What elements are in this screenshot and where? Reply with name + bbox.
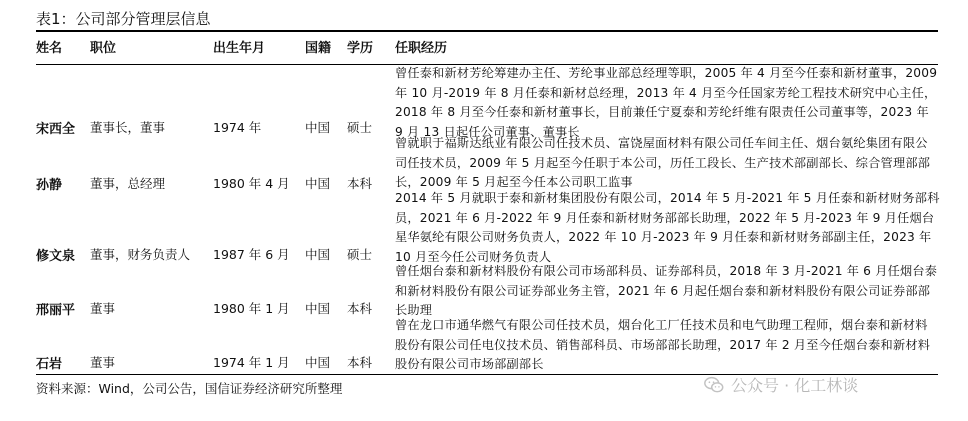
watermark-text: 公众号 · 化工林谈 bbox=[731, 376, 859, 395]
cell-birth: 1987 年 6 月 bbox=[213, 247, 290, 262]
cell-education: 硕士 bbox=[347, 247, 373, 262]
source-note: 资料来源：Wind，公司公告，国信证券经济研究所整理 bbox=[36, 381, 343, 396]
cell-birth: 1980 年 1 月 bbox=[213, 301, 290, 316]
cell-position: 董事 bbox=[90, 355, 116, 370]
header-name: 姓名 bbox=[36, 41, 63, 56]
cell-nationality: 中国 bbox=[305, 120, 331, 135]
cell-nationality: 中国 bbox=[305, 247, 331, 262]
cell-birth: 1974 年 1 月 bbox=[213, 355, 290, 370]
table-title: 表1：公司部分管理层信息 bbox=[36, 10, 211, 28]
header-nationality: 国籍 bbox=[305, 41, 332, 56]
header-experience: 任职经历 bbox=[395, 41, 448, 56]
header-birth: 出生年月 bbox=[213, 41, 266, 56]
cell-experience: 曾任泰和新材芳纶筹建办主任、芳纶事业部总经理等职，2005 年 4 月至今任泰和新材董事，2009 年 10 月-2019 年 8 月任泰和新材总经理，2013 年 4 月至今任国家芳纶工程技术研究中心主任，2018 年 8 月至今任泰和新材董事长，目前兼任宁夏泰和芳纶纤维有限责任公司董事等，2023 年 9 月 13 日起任公司董事、董事长 bbox=[395, 66, 938, 139]
cell-birth: 1974 年 bbox=[213, 120, 262, 135]
cell-name: 孙静 bbox=[36, 178, 63, 193]
cell-education: 本科 bbox=[347, 176, 373, 191]
cell-experience: 曾任烟台泰和新材料股份有限公司市场部科员、证券部科员，2018 年 3 月-2021 年 6 月任烟台泰和新材料股份有限公司证券部业务主管，2021 年 6 月起任烟台泰和新材料股份有限公司证券部部长助理 bbox=[395, 264, 938, 318]
cell-education: 硕士 bbox=[347, 120, 373, 135]
cell-position: 董事，总经理 bbox=[90, 176, 166, 191]
cell-education: 本科 bbox=[347, 355, 373, 370]
cell-name: 石岩 bbox=[36, 357, 63, 372]
wechat-icon bbox=[703, 374, 725, 396]
watermark bbox=[703, 373, 858, 396]
cell-experience: 2014 年 5 月就职于泰和新材集团股份有限公司，2014 年 5 月-2021 年 5 月任泰和新材财务部科员，2021 年 6 月-2022 年 9 月任泰和新材财务部部长助理，2022 年 5 月-2023 年 9 月任烟台星华氨纶有限公司财务负责人，2022 年 10 月-2023 年 9 月任泰和新材财务部副主任，2023 年 10 月至今任公司财务负责人 bbox=[395, 191, 940, 264]
cell-nationality: 中国 bbox=[305, 301, 331, 316]
header-position: 职位 bbox=[90, 41, 117, 56]
table-top-rule bbox=[36, 30, 938, 32]
cell-nationality: 中国 bbox=[305, 176, 331, 191]
cell-birth: 1980 年 4 月 bbox=[213, 176, 290, 191]
cell-position: 董事 bbox=[90, 301, 116, 316]
cell-name: 修文泉 bbox=[36, 249, 76, 264]
cell-position: 董事，财务负责人 bbox=[90, 247, 191, 262]
header-education: 学历 bbox=[347, 41, 374, 56]
cell-education: 本科 bbox=[347, 301, 373, 316]
cell-experience: 曾在龙口市通华燃气有限公司任技术员，烟台化工厂任技术员和电气助理工程师，烟台泰和新材料股份有限公司任电仪技术员、销售部科员、市场部部长助理，2017 年 2 月至今任烟台泰和新材料股份有限公司市场部副部长 bbox=[395, 318, 931, 372]
cell-name: 邢丽平 bbox=[36, 303, 76, 318]
cell-nationality: 中国 bbox=[305, 355, 331, 370]
cell-name: 宋西全 bbox=[36, 122, 76, 137]
cell-position: 董事长，董事 bbox=[90, 120, 166, 135]
cell-experience: 曾就职于福斯达纸业有限公司任技术员、富饶屋面材料有限公司任车间主任、烟台氨纶集团有限公司任技术员，2009 年 5 月起至今任职于本公司，历任工段长、生产技术部副部长、综合管理部部长，2009 年 5 月起至今任本公司职工监事 bbox=[395, 136, 931, 190]
